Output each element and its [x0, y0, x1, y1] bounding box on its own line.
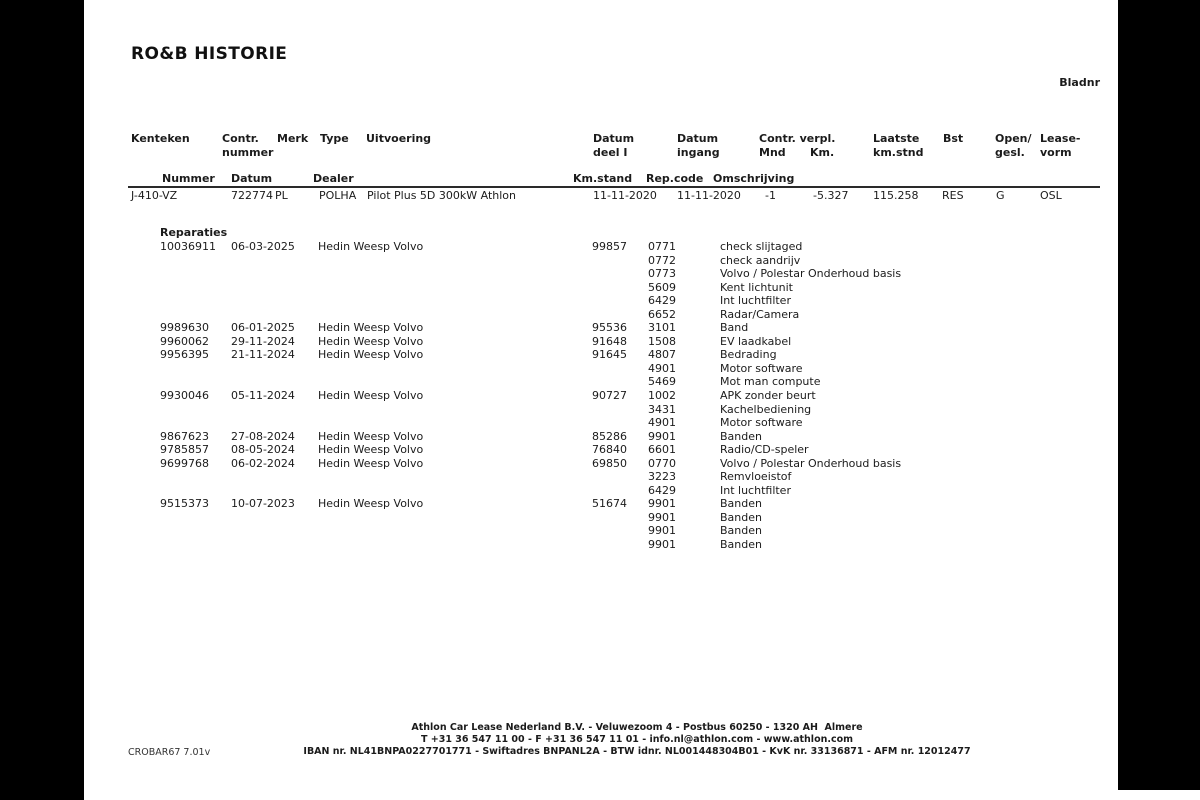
repair-nummer: 9956395: [160, 348, 209, 362]
repair-code: 9901: [648, 497, 676, 511]
repair-omschrijving: Volvo / Polestar Onderhoud basis: [720, 267, 902, 281]
repair-omschrijving: Mot man compute: [720, 375, 821, 389]
repair-dealer: Hedin Weesp Volvo: [318, 429, 424, 443]
repair-code: 6429: [648, 483, 676, 497]
subheader-datum: Datum: [231, 172, 273, 185]
report-version-label: CROBAR67 7.01v: [128, 747, 211, 758]
repair-omschrijving: Banden: [720, 538, 762, 552]
repair-line: [84, 416, 1118, 430]
repair-dealer: Hedin Weesp Volvo: [318, 497, 424, 511]
repair-dealer: Hedin Weesp Volvo: [318, 443, 424, 457]
repair-code: 9901: [648, 524, 676, 538]
repair-line: [84, 321, 1118, 335]
repair-line: [84, 294, 1118, 308]
repair-code: 5469: [648, 375, 676, 389]
repair-omschrijving: Int luchtfilter: [720, 483, 791, 497]
col-header-contr: Contr.: [222, 132, 259, 145]
repair-code: 9901: [648, 538, 676, 552]
repair-code: 0773: [648, 267, 676, 281]
col-header-laatste: Laatste: [873, 132, 920, 145]
repair-line: [84, 308, 1118, 322]
footer-contact-line: T +31 36 547 11 00 - F +31 36 547 11 01 - info.nl@athlon.com - www.athlon.com: [420, 734, 854, 746]
repair-omschrijving: Motor software: [720, 361, 803, 375]
repair-code: 0772: [648, 253, 676, 267]
repair-nummer: 9989630: [160, 321, 209, 335]
repair-datum: 06-01-2025: [231, 321, 295, 335]
repair-code: 9901: [648, 510, 676, 524]
col-header-open: Open/: [995, 132, 1032, 145]
col-header-lease: Lease-: [1040, 132, 1081, 145]
repair-code: 0770: [648, 456, 676, 470]
contract-verpl-mnd: -1: [765, 189, 776, 202]
repair-kmstand: 90727: [592, 389, 627, 403]
col-header-gesl: gesl.: [995, 146, 1025, 159]
header-divider: [128, 186, 1100, 188]
repair-dealer: Hedin Weesp Volvo: [318, 389, 424, 403]
document-page: [84, 0, 1118, 800]
contract-leasevorm: OSL: [1040, 189, 1062, 202]
repair-datum: 06-03-2025: [231, 240, 295, 253]
repair-omschrijving: Radio/CD-speler: [720, 443, 809, 457]
footer-address-line: Athlon Car Lease Nederland B.V. - Veluwezoom 4 - Postbus 60250 - 1320 AH Almere: [411, 722, 863, 733]
repair-line: [84, 254, 1118, 268]
repair-line: [84, 335, 1118, 349]
repair-kmstand: 91645: [592, 348, 627, 362]
repair-code: 0771: [648, 240, 676, 253]
repair-datum: 27-08-2024: [231, 429, 295, 443]
repair-code: 3223: [648, 470, 676, 484]
repair-kmstand: 76840: [592, 443, 627, 457]
repair-code: 6601: [648, 443, 676, 457]
repair-omschrijving: check slijtaged: [720, 240, 803, 253]
repair-dealer: Hedin Weesp Volvo: [318, 348, 424, 362]
repair-line: [84, 389, 1118, 403]
repair-datum: 08-05-2024: [231, 443, 295, 457]
repair-datum: 10-07-2023: [231, 497, 295, 511]
repair-omschrijving: Int luchtfilter: [720, 294, 791, 308]
col-header-ingang: ingang: [677, 146, 720, 159]
repair-omschrijving: check aandrijv: [720, 253, 801, 267]
subheader-repcode: Rep.code: [646, 172, 704, 185]
contract-type: POLHA: [319, 189, 357, 202]
contract-verpl-km: -5.327: [813, 189, 849, 202]
repair-code: 4807: [648, 348, 676, 362]
col-header-contr-nummer: nummer: [222, 146, 274, 159]
col-header-kenteken: Kenteken: [131, 132, 190, 145]
repair-line: [84, 497, 1118, 511]
repair-omschrijving: Radar/Camera: [720, 307, 800, 321]
repair-kmstand: 95536: [592, 321, 627, 335]
repair-line: [84, 375, 1118, 389]
col-header-contr-verpl: Contr. verpl.: [759, 132, 836, 145]
repair-omschrijving: Bedrading: [720, 348, 777, 362]
repair-nummer: 10036911: [160, 240, 216, 253]
repair-nummer: 9515373: [160, 497, 209, 511]
scan-edge-artifact: [1118, 790, 1200, 800]
repair-line: [84, 470, 1118, 484]
repair-code: 4901: [648, 361, 676, 375]
repair-omschrijving: APK zonder beurt: [720, 389, 816, 403]
col-header-merk: Merk: [277, 132, 309, 145]
repair-code: 9901: [648, 429, 676, 443]
repair-code: 1508: [648, 334, 676, 348]
repair-code: 5609: [648, 280, 676, 294]
reparaties-section-label: Reparaties: [160, 226, 228, 239]
repair-code: 4901: [648, 416, 676, 430]
repair-line: [84, 362, 1118, 376]
repair-line: [84, 457, 1118, 471]
repair-omschrijving: EV laadkabel: [720, 334, 792, 348]
repair-dealer: Hedin Weesp Volvo: [318, 321, 424, 335]
repair-datum: 06-02-2024: [231, 456, 295, 470]
col-header-mnd: Mnd: [759, 146, 786, 159]
repair-datum: 05-11-2024: [231, 389, 295, 403]
contract-uitvoering: Pilot Plus 5D 300kW Athlon: [367, 189, 517, 202]
contract-datum-ingang: 11-11-2020: [677, 189, 741, 202]
col-header-bst: Bst: [943, 132, 964, 145]
col-header-kmstnd: km.stnd: [873, 146, 924, 159]
repair-omschrijving: Remvloeistof: [720, 470, 792, 484]
repair-omschrijving: Banden: [720, 497, 762, 511]
repair-omschrijving: Kent lichtunit: [720, 280, 793, 294]
repair-line: [84, 240, 1118, 254]
repair-dealer: Hedin Weesp Volvo: [318, 456, 424, 470]
repair-code: 3431: [648, 402, 676, 416]
contract-open-gesl: G: [996, 189, 1005, 202]
repair-code: 6652: [648, 307, 676, 321]
col-header-datum-ingang: Datum: [677, 132, 719, 145]
repair-kmstand: 99857: [592, 240, 627, 253]
repair-nummer: 9699768: [160, 456, 209, 470]
repair-datum: 21-11-2024: [231, 348, 295, 362]
col-header-datum-deel1: Datum: [593, 132, 635, 145]
subheader-nummer: Nummer: [162, 172, 215, 185]
page-title: RO&B HISTORIE: [131, 44, 288, 64]
bladnr-label: Bladnr: [1059, 76, 1100, 89]
col-header-vorm: vorm: [1040, 146, 1072, 159]
repair-omschrijving: Banden: [720, 510, 762, 524]
repair-omschrijving: Motor software: [720, 416, 803, 430]
contract-laatste-km: 115.258: [873, 189, 919, 202]
subheader-omschrijving: Omschrijving: [713, 172, 795, 185]
contract-bst: RES: [942, 189, 964, 202]
repair-code: 3101: [648, 321, 676, 335]
repair-kmstand: 85286: [592, 429, 627, 443]
repair-line: [84, 348, 1118, 362]
subheader-dealer: Dealer: [313, 172, 354, 185]
repair-nummer: 9960062: [160, 334, 209, 348]
repair-line: [84, 511, 1118, 525]
repair-kmstand: 51674: [592, 497, 627, 511]
subheader-kmstand: Km.stand: [573, 172, 633, 185]
contract-kenteken: J-410-VZ: [131, 189, 178, 202]
footer: [156, 722, 1118, 759]
repair-line: [84, 524, 1118, 538]
repair-omschrijving: Kachelbediening: [720, 402, 812, 416]
repair-code: 6429: [648, 294, 676, 308]
repair-kmstand: 69850: [592, 456, 627, 470]
repair-table: [84, 240, 1118, 552]
repair-kmstand: 91648: [592, 334, 627, 348]
col-header-type: Type: [320, 132, 349, 145]
repair-omschrijving: Volvo / Polestar Onderhoud basis: [720, 456, 902, 470]
col-header-deel1: deel I: [593, 146, 628, 159]
repair-line: [84, 484, 1118, 498]
repair-omschrijving: Banden: [720, 524, 762, 538]
contract-merk: PL: [275, 189, 288, 202]
contract-datum-deel1: 11-11-2020: [593, 189, 657, 202]
footer-banking-line: IBAN nr. NL41BNPA0227701771 - Swiftadres BNPANL2A - BTW idnr. NL001448304B01 - KvK nr. 33136871 - AFM nr. 12012477: [303, 746, 971, 758]
repair-line: [84, 430, 1118, 444]
repair-nummer: 9930046: [160, 389, 209, 403]
repair-datum: 29-11-2024: [231, 334, 295, 348]
repair-line: [84, 443, 1118, 457]
repair-code: 1002: [648, 389, 676, 403]
contract-nummer: 722774: [231, 189, 273, 202]
col-header-uitvoering: Uitvoering: [366, 132, 432, 145]
repair-nummer: 9867623: [160, 429, 209, 443]
repair-nummer: 9785857: [160, 443, 209, 457]
repair-dealer: Hedin Weesp Volvo: [318, 334, 424, 348]
repair-omschrijving: Banden: [720, 429, 762, 443]
repair-line: [84, 281, 1118, 295]
repair-line: [84, 538, 1118, 552]
repair-line: [84, 267, 1118, 281]
repair-line: [84, 403, 1118, 417]
col-header-km: Km.: [810, 146, 835, 159]
repair-omschrijving: Band: [720, 321, 749, 335]
repair-dealer: Hedin Weesp Volvo: [318, 240, 424, 253]
